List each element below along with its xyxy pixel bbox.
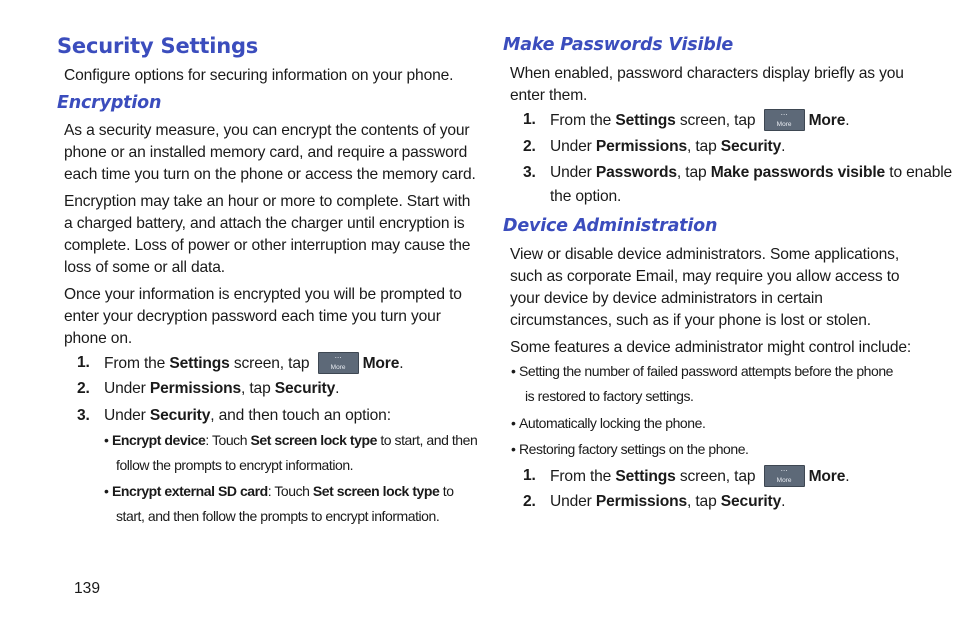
more-menu-icon: ⋯ More — [318, 352, 359, 374]
encryption-paragraph-2: Encryption may take an hour or more to complete. Start with a charged battery, and attach the charger until encryption is complete. Loss of power or other interruption may cause the loss of some or all data. — [64, 193, 471, 276]
more-menu-icon: ⋯ More — [764, 109, 805, 131]
bullet-encrypt-device: • Encrypt device: Touch Set screen lock type to start, and then follow the prompts to encrypt information. — [104, 428, 477, 478]
bullet-auto-lock: • Automatically locking the phone. — [511, 411, 705, 436]
device-admin-features-intro: Some features a device administrator might control include: — [510, 339, 912, 356]
bullet-encrypt-sd-card: • Encrypt external SD card: Touch Set screen lock type to start, and then follow the prompts to encrypt information. — [104, 479, 454, 529]
bullet-glyph: • — [104, 483, 109, 499]
passwords-paragraph: When enabled, password characters display briefly as you enter them. — [510, 65, 904, 104]
page-number: 139 — [74, 580, 101, 597]
encryption-paragraph-1: As a security measure, you can encrypt the contents of your phone or an installed memory card, and require a password each time you turn on the phone or access the memory card. — [64, 122, 476, 183]
bullet-glyph: • — [511, 441, 516, 457]
encryption-paragraph-3: Once your information is encrypted you will be prompted to enter your decryption password each time you turn your phone on. — [64, 286, 462, 347]
more-menu-icon: ⋯ More — [764, 465, 805, 487]
encryption-heading: Encryption — [57, 93, 162, 113]
bullet-failed-password-attempts: • Setting the number of failed password attempts before the phone is restored to factory settings. — [511, 359, 893, 409]
intro-paragraph: Configure options for securing information on your phone. — [64, 67, 454, 84]
bullet-restore-factory: • Restoring factory settings on the phone. — [511, 437, 748, 462]
bullet-glyph: • — [104, 432, 109, 448]
bullet-glyph: • — [511, 363, 516, 379]
bullet-glyph: • — [511, 415, 516, 431]
device-admin-paragraph: View or disable device administrators. Some applications, such as corporate Email, may require you allow access to your device by device administrators in certain circumstances, such as if your phone is lost or stolen. — [510, 246, 900, 329]
page-title: Security Settings — [57, 34, 259, 58]
make-passwords-visible-heading: Make Passwords Visible — [503, 35, 734, 55]
device-administration-heading: Device Administration — [503, 216, 718, 236]
